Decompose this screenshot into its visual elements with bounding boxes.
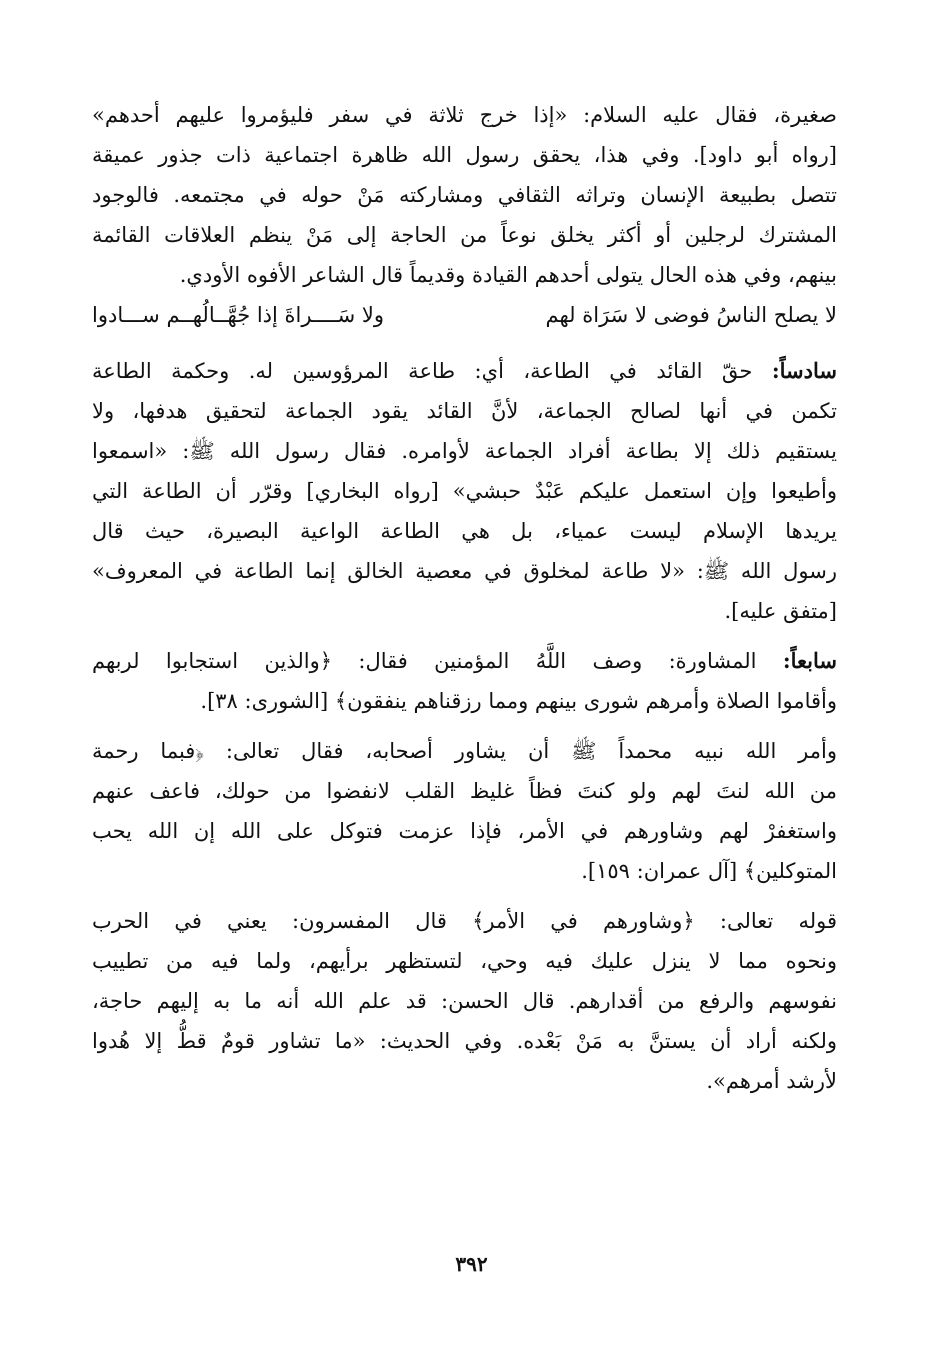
text-line: المتوكلين﴾ [آل عمران: ١٥٩].	[581, 859, 837, 883]
text-line: تتصل بطبيعة الإنسان وتراثه الثقافي ومشاركته مَنْ حوله في مجتمعه. فالوجود	[92, 183, 837, 207]
text-line: وأقاموا الصلاة وأمرهم شورى بينهم ومما رزقناهم ينفقون﴾ [الشورى: ٣٨].	[200, 689, 837, 713]
text-line: لأرشد أمرهم».	[706, 1069, 837, 1093]
section-seven-consultation	[92, 641, 837, 721]
paragraph-leadership-intro	[92, 95, 837, 295]
paragraph-prophet-command	[92, 731, 837, 891]
text-line: واستغفرْ لهم وشاورهم في الأمر، فإذا عزمت فتوكل على الله إن الله يحب	[92, 819, 837, 843]
section-heading: سادساً:	[771, 358, 837, 383]
section-heading: سابعاً:	[782, 648, 837, 673]
text-line: من الله لنتَ لهم ولو كنتَ فظاً غليظ القلب لانفضوا من حولك، فاعف عنهم	[92, 779, 837, 803]
text-line	[92, 351, 837, 391]
text-line: ونحوه مما لا ينزل عليك فيه وحي، لتستظهر برأيهم، ولما فيه من تطييب	[92, 949, 837, 973]
text-line: رسول الله ﷺ: «لا طاعة لمخلوق في معصية الخالق إنما الطاعة في المعروف»	[92, 559, 837, 583]
text-line: صغيرة، فقال عليه السلام: «إذا خرج ثلاثة في سفر فليؤمروا عليهم أحدهم»	[92, 103, 837, 127]
text-line: يريدها الإسلام ليست عمياء، بل هي الطاعة الواعية البصيرة، حيث قال	[92, 519, 837, 543]
text-line: بينهم، وفي هذه الحال يتولى أحدهم القيادة وقديماً قال الشاعر الأفوه الأودي.	[179, 263, 837, 287]
text-line: وأطيعوا وإن استعمل عليكم عَبْدٌ حبشي» [رواه البخاري] وقرّر أن الطاعة التي	[92, 479, 837, 503]
text-line	[92, 641, 837, 681]
text-line: [رواه أبو داود]. وفي هذا، يحقق رسول الله ظاهرة اجتماعية ذات جذور عميقة	[92, 143, 837, 167]
text-line: [متفق عليه].	[724, 599, 837, 623]
text-line: قوله تعالى: ﴿وشاورهم في الأمر﴾ قال المفسرون: يعني في الحرب	[92, 909, 837, 933]
page-body	[92, 95, 837, 1101]
text-line: وأمر الله نبيه محمداً ﷺ أن يشاور أصحابه، فقال تعالى: ﴿فبما رحمة	[92, 739, 837, 763]
paragraph-commentary	[92, 901, 837, 1101]
poetry-verse	[92, 295, 837, 335]
text-line: المشترك لرجلين أو أكثر يخلق نوعاً من الحاجة إلى مَنْ ينظم العلاقات القائمة	[92, 223, 837, 247]
text-fragment: المشاورة: وصف اللَّهُ المؤمنين فقال: ﴿والذين استجابوا لربهم	[92, 649, 757, 673]
text-fragment: حقّ القائد في الطاعة، أي: طاعة المرؤوسين له. وحكمة الطاعة	[92, 359, 753, 383]
verse-right-hemistich: لا يصلح الناسُ فوضى لا سَرَاة لهم	[545, 303, 837, 327]
verse-left-hemistich: ولا سَــــراةَ إذا جُهَّــالُهــم ســـادوا	[92, 303, 384, 327]
section-six-obedience	[92, 351, 837, 631]
text-line: ولكنه أراد أن يستنَّ به مَنْ بَعْده. وفي الحديث: «ما تشاور قومٌ قطُّ إلا هُدوا	[92, 1029, 837, 1053]
text-line: نفوسهم والرفع من أقدارهم. قال الحسن: قد علم الله أنه ما به إليهم حاجة،	[92, 989, 837, 1013]
text-line: تكمن في أنها لصالح الجماعة، لأنَّ القائد يقود الجماعة لتحقيق هدفها، ولا	[92, 399, 837, 423]
page-number: ٣٩٢	[455, 1252, 488, 1276]
text-line: يستقيم ذلك إلا بطاعة أفراد الجماعة لأوامره. فقال رسول الله ﷺ: «اسمعوا	[92, 439, 837, 463]
